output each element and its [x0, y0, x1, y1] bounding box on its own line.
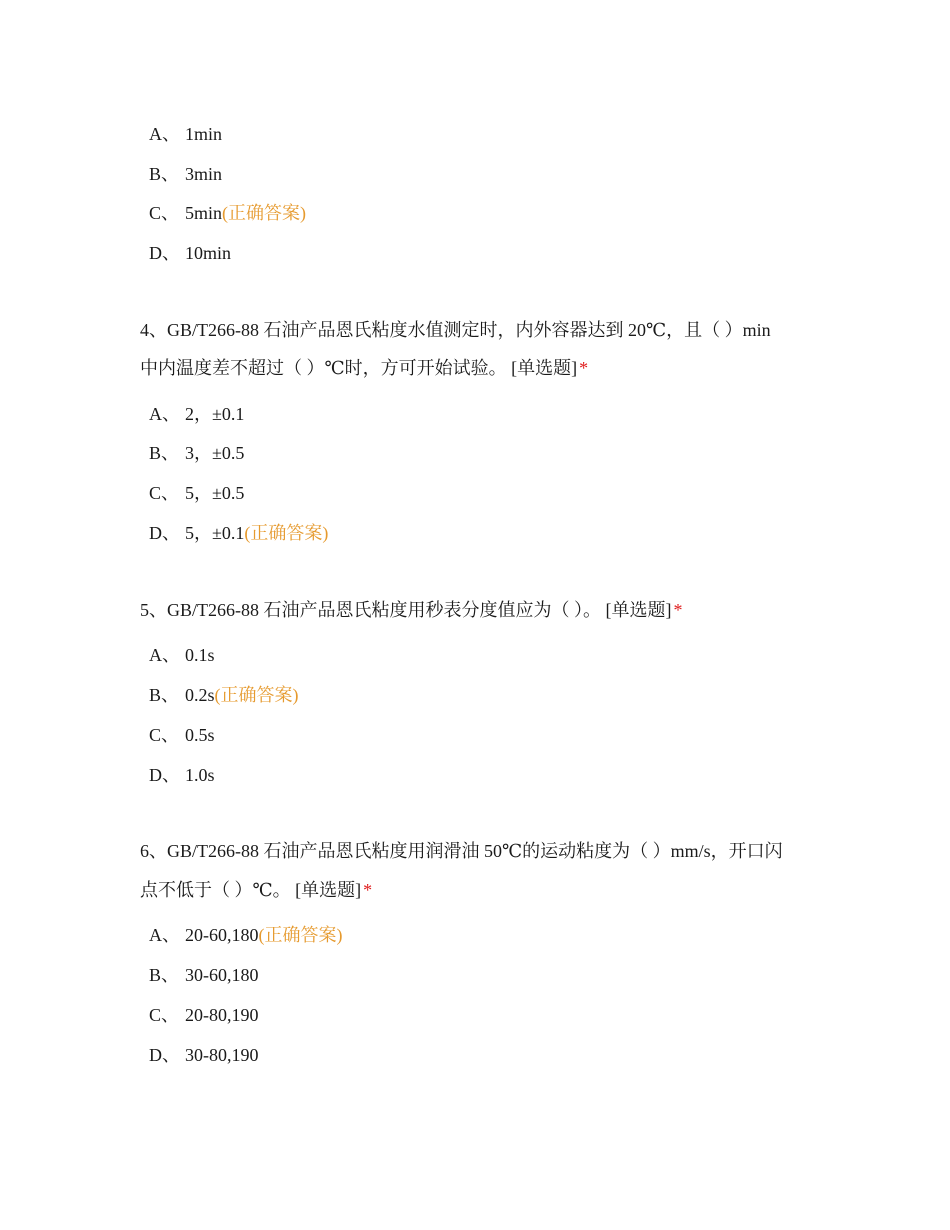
q5-option-a: [149, 642, 215, 668]
option-letter: A、: [149, 645, 180, 665]
option-text: 30-60,180: [185, 965, 259, 985]
correct-answer-badge: (正确答案): [258, 925, 343, 945]
option-letter: C、: [149, 725, 180, 745]
q4-title-text: 中内温度差不超过（ ）℃时，方可开始试验。 [单选题]: [140, 358, 578, 378]
q4-option-c: [149, 480, 244, 506]
option-letter: B、: [149, 443, 180, 463]
option-text: 0.5s: [185, 725, 215, 745]
option-text: 2，±0.1: [185, 404, 245, 424]
option-letter: A、: [149, 124, 180, 144]
option-text: 5，±0.5: [185, 483, 245, 503]
option-text: 10min: [185, 243, 232, 263]
option-letter: B、: [149, 685, 180, 705]
option-letter: D、: [149, 765, 180, 785]
option-letter: D、: [149, 523, 180, 543]
required-marker: *: [673, 600, 683, 620]
q4-title-line2: [140, 354, 588, 382]
q4-option-a: [149, 401, 244, 427]
option-text: 0.2s: [185, 685, 215, 705]
q3-option-b: [149, 161, 222, 187]
correct-answer-badge: (正确答案): [244, 523, 329, 543]
q5-option-c: [149, 722, 215, 748]
option-text: 0.1s: [185, 645, 215, 665]
q3-option-c: [149, 200, 306, 226]
required-marker: *: [579, 358, 589, 378]
q5-title-line1: [140, 596, 682, 624]
option-letter: D、: [149, 243, 180, 263]
option-text: 30-80,190: [185, 1045, 259, 1065]
q4-option-b: [149, 440, 244, 466]
q6-title-text: 点不低于（ ）℃。 [单选题]: [140, 880, 362, 900]
option-text: 1min: [185, 124, 223, 144]
q6-option-d: [149, 1042, 259, 1068]
q5-option-b: [149, 682, 299, 708]
option-text: 5min: [185, 203, 223, 223]
correct-answer-badge: (正确答案): [222, 203, 307, 223]
option-letter: D、: [149, 1045, 180, 1065]
option-letter: A、: [149, 925, 180, 945]
option-text: 1.0s: [185, 765, 215, 785]
option-letter: A、: [149, 404, 180, 424]
option-letter: C、: [149, 483, 180, 503]
required-marker: *: [363, 880, 373, 900]
option-text: 20-80,190: [185, 1005, 259, 1025]
option-letter: B、: [149, 164, 180, 184]
option-text: 20-60,180: [185, 925, 259, 945]
q6-title-line1: 6、GB/T266-88 石油产品恩氏粘度用润滑油 50℃的运动粘度为（ ）mm/s，开口闪: [140, 841, 783, 861]
option-text: 3，±0.5: [185, 443, 245, 463]
option-letter: C、: [149, 203, 180, 223]
q3-option-a: [149, 121, 222, 147]
q5-title-text: 5、GB/T266-88 石油产品恩氏粘度用秒表分度值应为（ ）。 [单选题]: [140, 600, 672, 620]
q6-option-c: [149, 1002, 259, 1028]
option-letter: B、: [149, 965, 180, 985]
correct-answer-badge: (正确答案): [214, 685, 299, 705]
q6-title-line2: [140, 876, 372, 904]
option-text: 3min: [185, 164, 223, 184]
q4-option-d: [149, 520, 328, 546]
q3-option-d: [149, 240, 231, 266]
option-text: 5，±0.1: [185, 523, 245, 543]
option-letter: C、: [149, 1005, 180, 1025]
q6-option-b: [149, 962, 259, 988]
q5-option-d: [149, 762, 215, 788]
q6-option-a: [149, 922, 343, 948]
q4-title-line1: 4、GB/T266-88 石油产品恩氏粘度水值测定时，内外容器达到 20℃，且（ ）min: [140, 320, 771, 340]
